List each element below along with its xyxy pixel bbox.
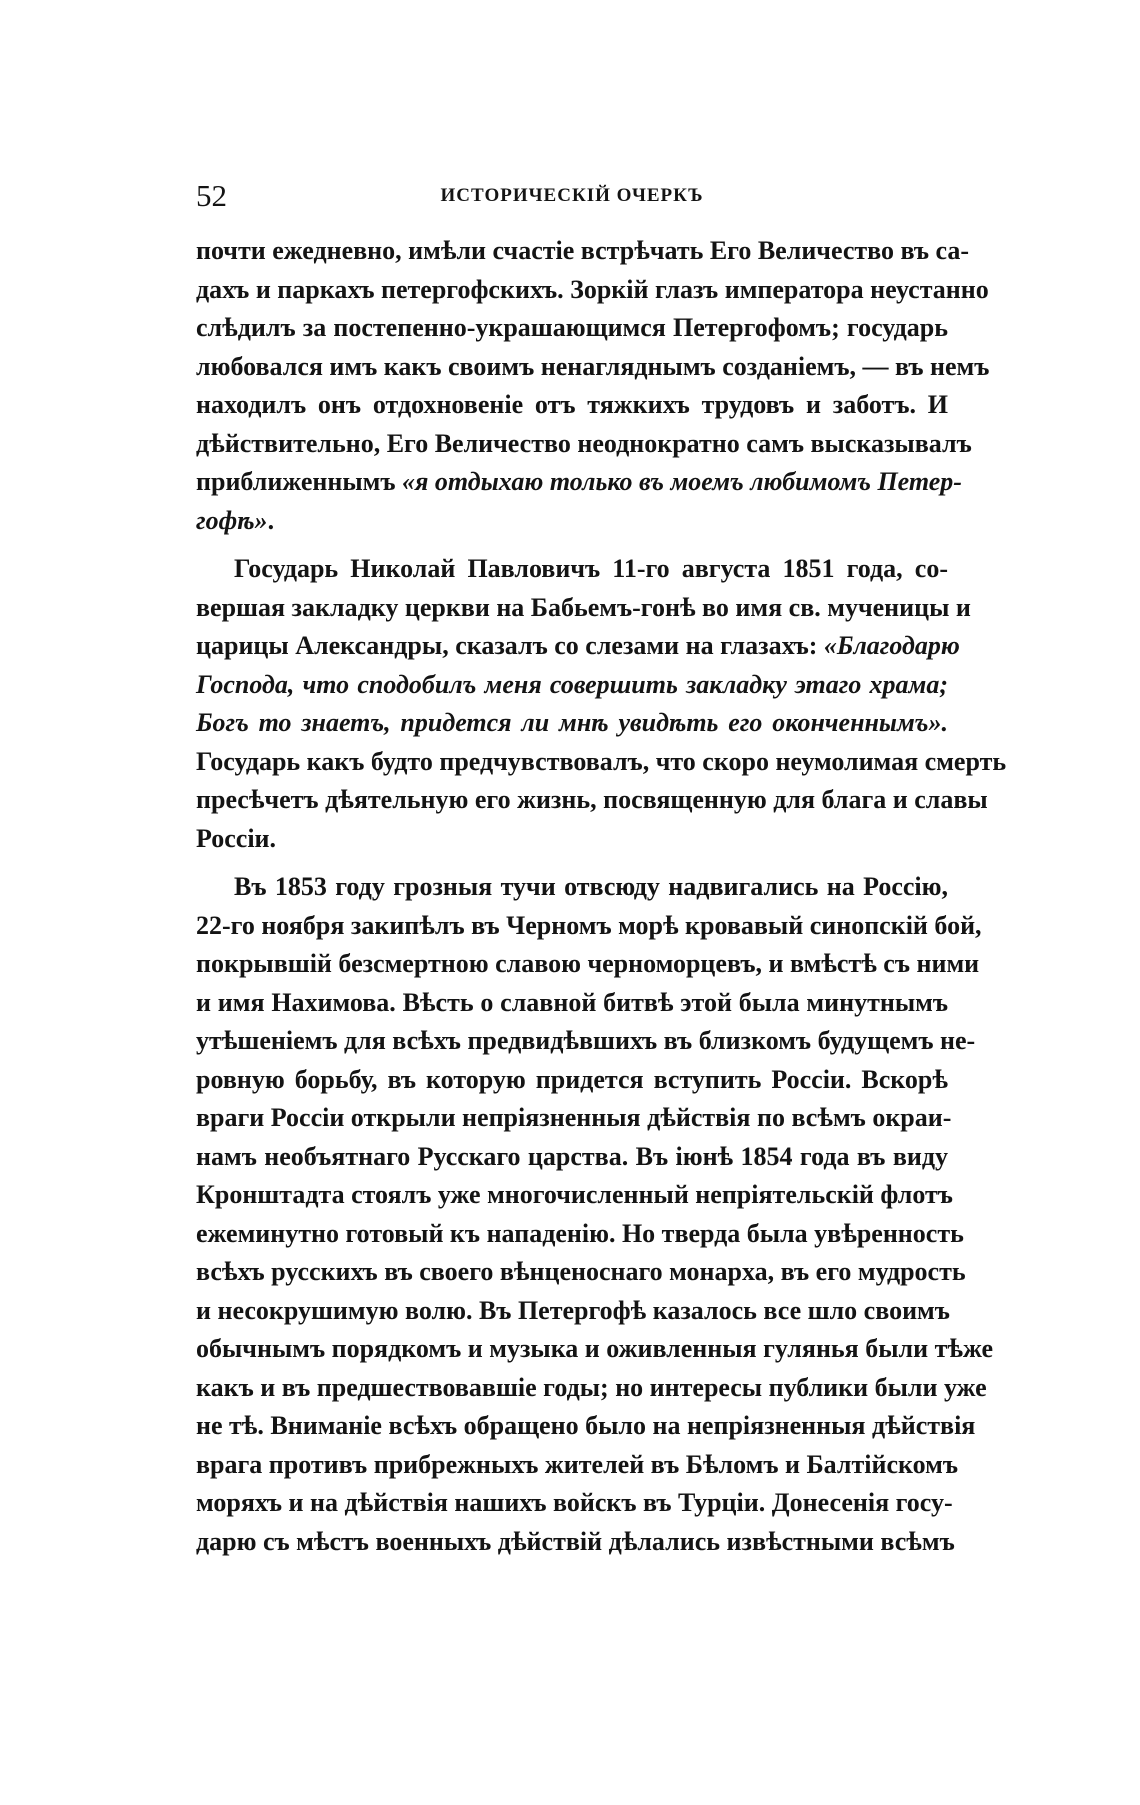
text-line [196,1369,987,1408]
text-line [196,945,980,984]
text-span: какъ и въ предшествовавшіе годы; но интересы публики были уже [196,1372,987,1402]
text-span: обычнымъ порядкомъ и музыка и оживленныя гулянья были тѣже [196,1334,994,1363]
text-span: враги Россіи открыли непріязненныя дѣйствія по всѣмъ окраи- [196,1103,952,1132]
text-span: Россіи. [196,823,277,853]
text-span: покрывшій безсмертною славою черноморцевъ, и вмѣстѣ съ ними [196,949,980,978]
running-head [196,176,948,216]
text-line [196,1138,948,1177]
text-span: намъ необъятнаго Русскаго царства. Въ іюнѣ 1854 года въ виду [196,1141,948,1171]
text-span: пресѣчетъ дѣятельную его жизнь, посвященную для блага и славы [196,785,988,814]
italic-quote-span: гофѣ» [196,505,268,535]
text-span: и несокрушимую волю. Въ Петергофѣ казалось все шло своимъ [196,1295,950,1325]
text-line [196,1330,994,1369]
text-line [196,1407,976,1446]
text-span: Государь Николай Павловичъ 11-го августа 1851 года, со- [234,554,948,583]
text-line [196,1484,953,1523]
text-line [196,743,1007,782]
text-line [196,984,948,1023]
text-span: дахъ и паркахъ петергофскихъ. Зоркій глазъ императора неустанно [196,274,989,304]
text-line [196,1292,948,1331]
text-line [196,550,948,589]
italic-quote-span: «я отдыхаю только въ моемъ любимомъ Петер- [402,467,962,496]
paragraph [196,232,990,540]
text-span: ежеминутно готовый къ нападенію. Но тверда была увѣренность [196,1218,964,1248]
text-line [196,666,948,705]
text-span: находилъ онъ отдохновеніе отъ тяжкихъ трудовъ и заботъ. И [196,390,948,419]
text-line [196,589,971,628]
text-span: не тѣ. Вниманіе всѣхъ обращено было на непріязненныя дѣйствія [196,1411,976,1440]
text-line [196,627,960,666]
text-span: дарю съ мѣстъ военныхъ дѣйствій дѣлались извѣстными всѣмъ [196,1526,955,1556]
text-span: моряхъ и на дѣйствія нашихъ войскъ въ Турціи. Донесенія госу- [196,1488,953,1517]
italic-quote-span: Господа, что сподобилъ меня совершить закладку этаго храма; [196,669,948,699]
text-span: ровную борьбу, въ которую придется вступить Россіи. Вскорѣ [196,1064,948,1094]
text-span: Государь какъ будто предчувствовалъ, что скоро неумолимая смерть [196,746,1007,776]
text-span: всѣхъ русскихъ въ своего вѣнценоснаго монарха, въ его мудрость [196,1257,966,1286]
text-line [196,1523,955,1562]
text-line [196,1253,966,1292]
text-line [196,502,948,541]
text-span: . [267,505,275,535]
text-span: почти ежедневно, имѣли счастіе встрѣчать Его Величество въ са- [196,236,970,265]
text-line [196,781,988,820]
text-span: слѣдилъ за постепенно-украшающимся Петергофомъ; государь [196,313,948,342]
text-line [196,386,948,425]
text-span: приближеннымъ [196,467,403,496]
text-line [196,463,962,502]
running-title: ИСТОРИЧЕСКІЙ ОЧЕРКЪ [440,185,704,206]
text-line [196,1022,976,1061]
text-line [196,425,972,464]
text-span: вершая закладку церкви на Бабьемъ-гонѣ во имя св. мученицы и [196,592,971,622]
text-span: царицы Александры, сказалъ со слезами на глазахъ: [196,631,824,660]
text-line [196,271,989,310]
paragraph [196,550,1007,858]
text-line [196,1061,948,1100]
text-line [196,309,948,348]
text-line [196,1099,952,1138]
text-span: утѣшеніемъ для всѣхъ предвидѣвшихъ въ близкомъ будущемъ не- [196,1026,976,1055]
paragraph [196,868,994,1561]
text-span: дѣйствительно, Его Величество неоднократно самъ высказывалъ [196,428,972,458]
text-span: и имя Нахимова. Вѣсть о славной битвѣ этой была минутнымъ [196,987,948,1017]
text-span: Кронштадта стоялъ уже многочисленный непріятельскій флотъ [196,1180,953,1209]
text-line [196,907,982,946]
text-line [196,1446,958,1485]
italic-quote-span: «Благодарю [823,631,960,660]
text-line [196,1176,953,1215]
text-line [196,1215,964,1254]
text-line [196,820,948,859]
text-line [196,704,948,743]
page-number: 52 [196,178,227,213]
text-line [196,868,948,907]
text-span: врага противъ прибрежныхъ жителей въ Бѣломъ и Балтійскомъ [196,1449,958,1479]
italic-quote-span: Богъ то знаетъ, придется ли мнѣ увидѣть его оконченнымъ». [196,708,948,737]
text-span: 22-го ноября закипѣлъ въ Черномъ морѣ кровавый синопскій бой, [196,910,982,940]
text-line [196,348,990,387]
text-span: Въ 1853 году грозныя тучи отвсюду надвигались на Россію, [234,872,948,901]
body-text [196,232,1007,1561]
text-line [196,232,970,271]
text-span: любовался имъ какъ своимъ ненагляднымъ созданіемъ, — въ немъ [196,351,990,381]
